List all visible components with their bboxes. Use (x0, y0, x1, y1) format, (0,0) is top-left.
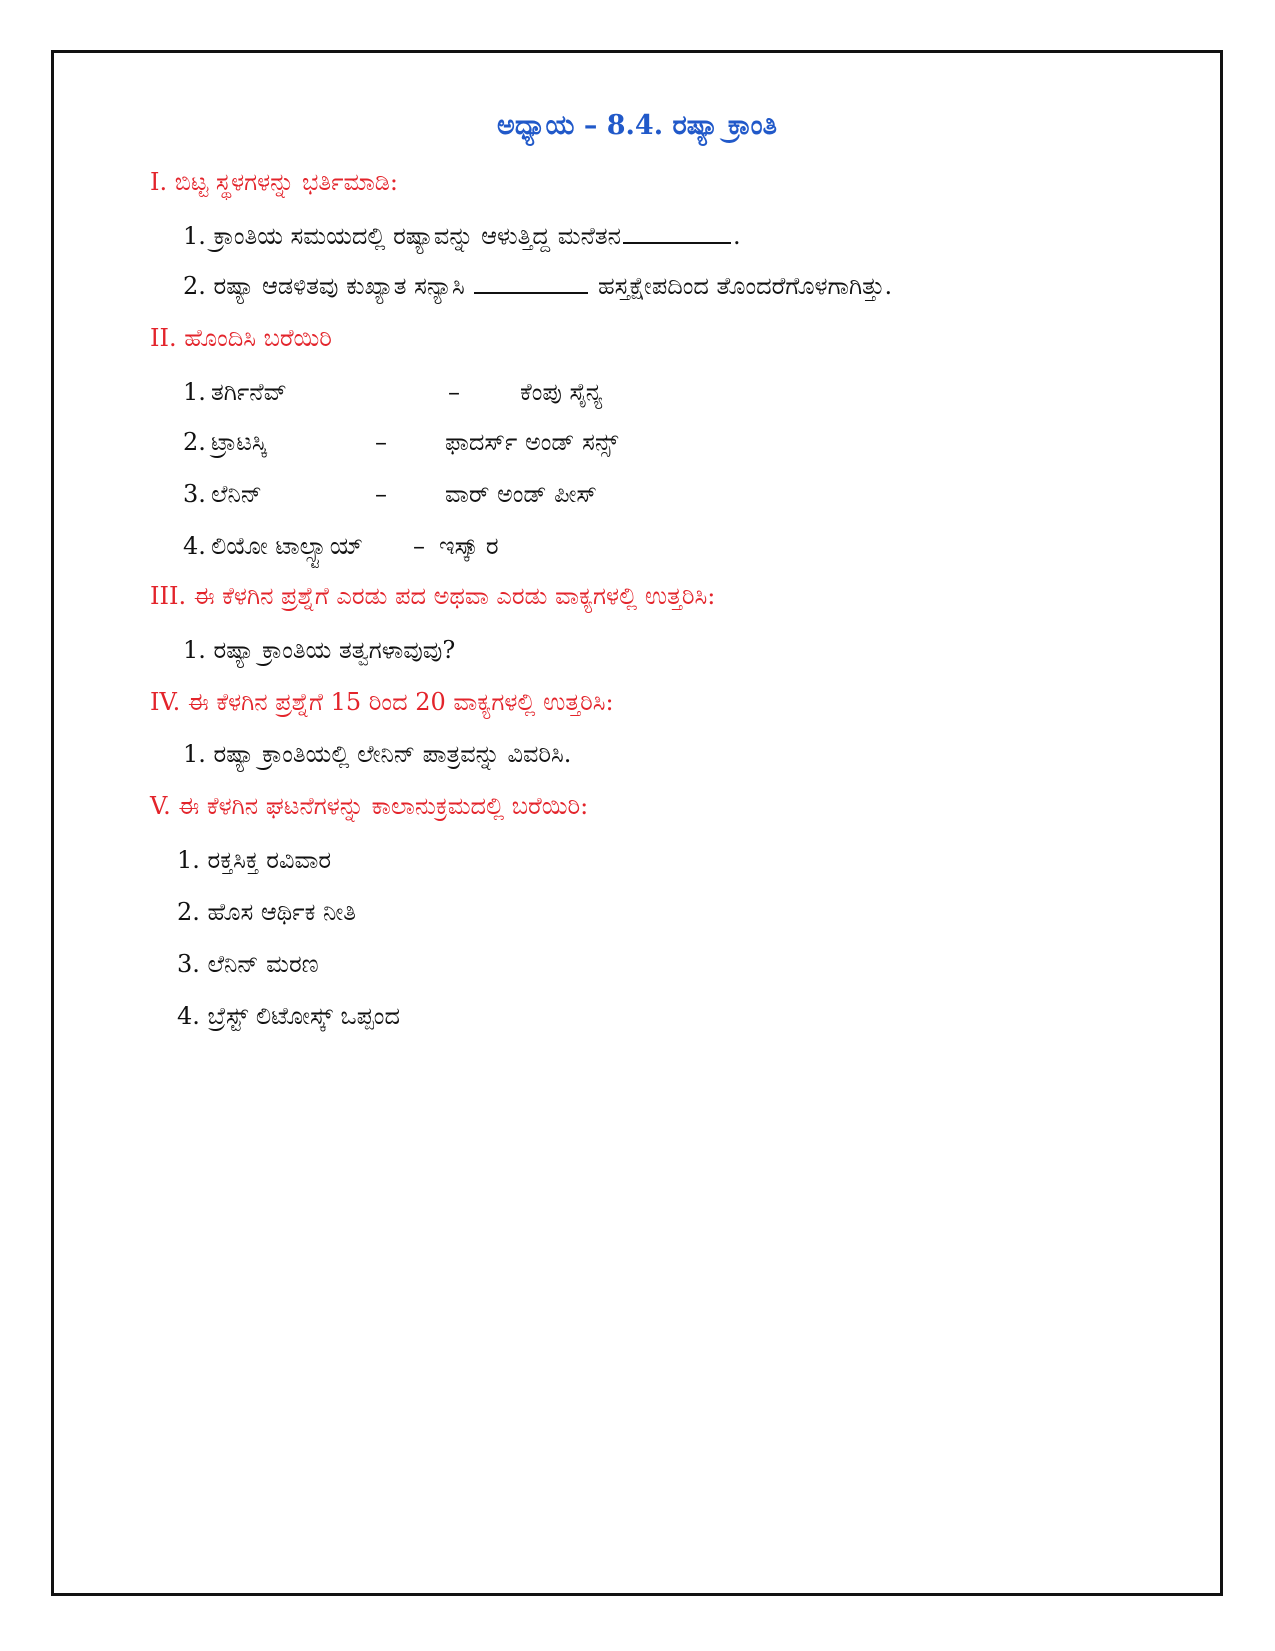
match-left-item: ತರ್ಗಿನೆವ್ (211, 378, 287, 406)
question-text: ರಷ್ಯಾ ಆಡಳಿತವು ಕುಖ್ಯಾತ ಸನ್ಯಾಸಿ (213, 272, 465, 300)
match-number: 2. (183, 428, 206, 456)
match-dash: – (375, 480, 387, 508)
match-dash: – (448, 378, 460, 406)
match-dash: – (375, 428, 387, 456)
match-number: 4. (183, 532, 206, 560)
question-text: ರಷ್ಯಾ ಕ್ರಾಂತಿಯಲ್ಲಿ ಲೇನಿನ್ ಪಾತ್ರವನ್ನು ವಿವರಿಸಿ. (213, 740, 572, 768)
fill-blank-question-1 (183, 216, 741, 256)
item-text: ಲೆನಿನ್ ಮರಣ (207, 950, 319, 978)
match-dash: – (413, 532, 425, 560)
match-right-item: ಫಾದರ್ಸ್ ಅಂಡ್ ಸನ್ಸ್ (445, 428, 619, 456)
question-number: 1. (183, 222, 206, 250)
chronology-item-2 (177, 892, 356, 932)
section-1-heading: I. ಬಿಟ್ಟ ಸ್ಥಳಗಳನ್ನು ಭರ್ತಿಮಾಡಿ: (150, 168, 399, 196)
short-answer-question-1 (183, 630, 455, 670)
question-text: ರಷ್ಯಾ ಕ್ರಾಂತಿಯ ತತ್ವಗಳಾವುವು? (213, 636, 456, 664)
chronology-item-4 (177, 996, 400, 1036)
match-left-item: ಲಿಯೋ ಟಾಲ್ಸ್ಟಾಯ್ (211, 532, 364, 560)
question-text-end: . (732, 222, 741, 250)
match-number: 1. (183, 378, 206, 406)
item-text: ಹೊಸ ಆರ್ಥಿಕ ನೀತಿ (207, 898, 357, 926)
item-text: ಬ್ರೆಸ್ಟ್ ಲಿಟೋಸ್ಕ್ ಒಪ್ಪಂದ (207, 1002, 400, 1030)
match-left-item: ಲೆನಿನ್ (211, 480, 262, 508)
item-number: 2. (177, 898, 200, 926)
match-right-item: ಕೆಂಪು ಸೈನ್ಯ (520, 378, 603, 406)
answer-blank[interactable] (474, 268, 588, 294)
item-number: 3. (177, 950, 200, 978)
match-right-item: ಇಸ್ಕಾ್ರ (439, 532, 499, 560)
question-number: 1. (183, 740, 206, 768)
item-number: 1. (177, 846, 200, 874)
answer-blank[interactable] (623, 218, 731, 244)
item-number: 4. (177, 1002, 200, 1030)
question-text-end: ಹಸ್ತಕ್ಷೇಪದಿಂದ ತೊಂದರೆಗೊಳಗಾಗಿತ್ತು. (598, 272, 893, 300)
question-number: 2. (183, 272, 206, 300)
match-right-item: ವಾರ್ ಅಂಡ್ ಪೀಸ್ (445, 480, 597, 508)
question-text: ಕ್ರಾಂತಿಯ ಸಮಯದಲ್ಲಿ ರಷ್ಯಾವನ್ನು ಆಳುತ್ತಿದ್ದ ಮನೆತನ (213, 222, 621, 250)
section-5-heading: V. ಈ ಕೆಳಗಿನ ಘಟನೆಗಳನ್ನು ಕಾಲಾನುಕ್ರಮದಲ್ಲಿ ಬರೆಯಿರಿ: (150, 792, 589, 820)
item-text: ರಕ್ತಸಿಕ್ತ ರವಿವಾರ (207, 846, 332, 874)
chronology-item-3 (177, 944, 319, 984)
long-answer-question-1 (183, 734, 571, 774)
section-3-heading: III. ಈ ಕೆಳಗಿನ ಪ್ರಶ್ನೆಗೆ ಎರಡು ಪದ ಅಥವಾ ಎರಡು ವಾಕ್ಯಗಳಲ್ಲಿ ಉತ್ತರಿಸಿ: (150, 582, 716, 610)
fill-blank-question-2 (183, 266, 892, 306)
chronology-item-1 (177, 840, 331, 880)
section-4-heading: IV. ಈ ಕೆಳಗಿನ ಪ್ರಶ್ನೆಗೆ 15 ರಿಂದ 20 ವಾಕ್ಯಗಳಲ್ಲಿ ಉತ್ತರಿಸಿ: (150, 688, 614, 716)
page-title: ಅಧ್ಯಾಯ – 8.4. ರಷ್ಯಾ ಕ್ರಾಂತಿ (497, 110, 777, 141)
match-left-item: ಟ್ರಾಟಸ್ಕಿ (211, 428, 267, 456)
match-number: 3. (183, 480, 206, 508)
section-2-heading: II. ಹೊಂದಿಸಿ ಬರೆಯಿರಿ (150, 324, 332, 352)
question-number: 1. (183, 636, 206, 664)
